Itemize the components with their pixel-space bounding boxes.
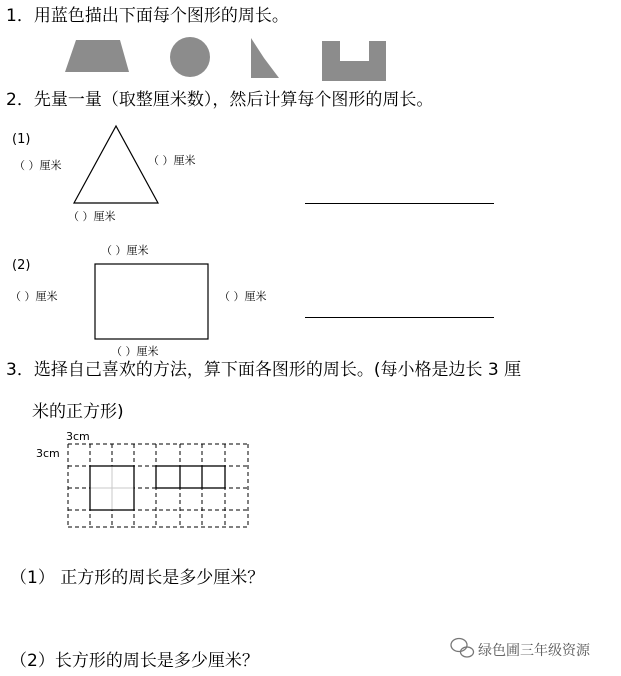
- rectangle-right-blank: （ ）厘米: [219, 290, 267, 303]
- triangle-right-blank: （ ）厘米: [148, 154, 196, 167]
- sub-question-2: （2）长方形的周长是多少厘米？: [10, 651, 259, 671]
- circle-shape: [170, 37, 210, 77]
- trapezoid-shape: [65, 40, 129, 72]
- right-trapezoid-shape: [251, 38, 279, 78]
- rectangle-figure: [95, 264, 208, 339]
- question-1-text: 1．用蓝色描出下面每个图形的周长。: [6, 6, 289, 26]
- answer-line-2[interactable]: [305, 317, 494, 318]
- triangle-bottom-blank: （ ）厘米: [68, 210, 116, 223]
- question-3-text-line-2: 米的正方形): [32, 402, 124, 422]
- grid-rectangle: [156, 466, 225, 488]
- grid-top-label: 3cm: [66, 430, 90, 443]
- notched-rectangle-shape: [322, 41, 386, 81]
- rectangle-left-blank: （ ）厘米: [10, 290, 58, 303]
- wechat-icon: [451, 639, 474, 658]
- answer-line-1[interactable]: [305, 203, 494, 204]
- triangle-left-blank: （ ）厘米: [14, 159, 62, 172]
- triangle-figure: [74, 126, 158, 203]
- dashed-grid: [68, 444, 248, 527]
- question-2-text: 2．先量一量（取整厘米数），然后计算每个图形的周长。: [6, 90, 434, 110]
- rectangle-top-blank: （ ）厘米: [101, 244, 149, 257]
- sub-question-1: （1） 正方形的周长是多少厘米？: [10, 568, 265, 588]
- part-1-label: (1): [12, 132, 31, 147]
- part-2-label: (2): [12, 258, 31, 273]
- square-inner-lines: [90, 466, 134, 510]
- rectangle-bottom-blank: （ ）厘米: [111, 345, 159, 358]
- watermark-text: 绿色圃三年级资源: [478, 643, 590, 659]
- question-3-text-line-1: 3．选择自己喜欢的方法，算下面各图形的周长。(每小格是边长 3 厘: [6, 360, 522, 380]
- grid-left-label: 3cm: [36, 447, 60, 460]
